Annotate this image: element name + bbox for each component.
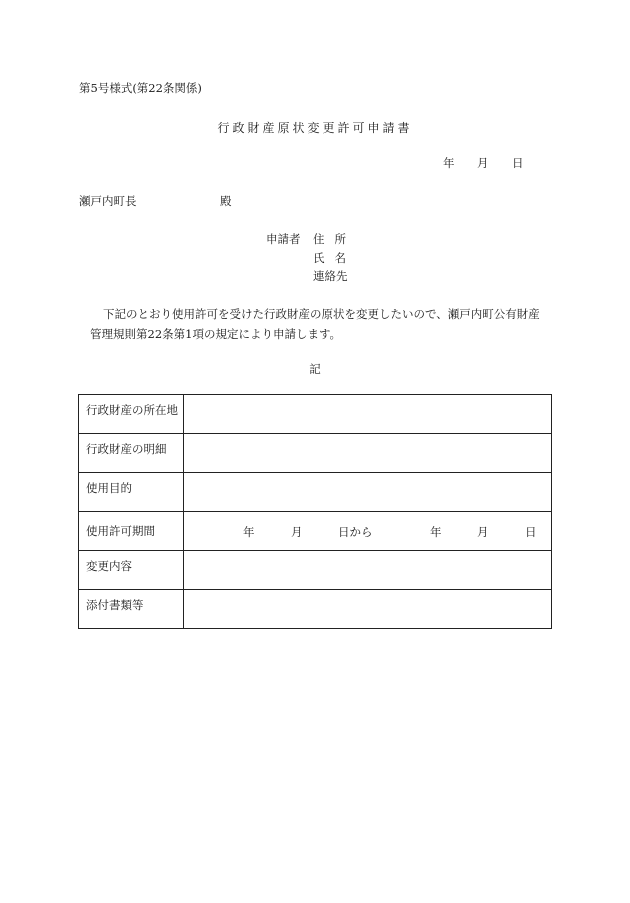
table-row bbox=[79, 395, 552, 434]
application-statement bbox=[79, 304, 559, 344]
location-label: 行政財産の所在地 bbox=[79, 395, 184, 434]
period-from-day: 日から bbox=[338, 525, 373, 539]
date-day-label: 日 bbox=[512, 156, 524, 170]
date-year-label: 年 bbox=[443, 156, 455, 170]
detail-table bbox=[78, 394, 552, 629]
purpose-label: 使用目的 bbox=[79, 473, 184, 512]
table-row bbox=[79, 434, 552, 473]
attachments-label: 添付書類等 bbox=[79, 590, 184, 629]
change-label: 変更内容 bbox=[79, 551, 184, 590]
period-to-day: 日 bbox=[525, 525, 537, 539]
addressee: 瀬戸内町長 bbox=[79, 194, 137, 208]
applicant-address-label: 住所 bbox=[313, 232, 356, 246]
statement-line-1: 下記のとおり使用許可を受けた行政財産の原状を変更したいので、瀬戸内町公有財産 bbox=[103, 307, 540, 321]
table-row bbox=[79, 473, 552, 512]
form-number: 第5号様式(第22条関係) bbox=[79, 81, 202, 95]
period-to-month: 月 bbox=[477, 525, 489, 539]
details-field[interactable] bbox=[184, 434, 552, 473]
period-from-year: 年 bbox=[243, 525, 255, 539]
period-from-month: 月 bbox=[291, 525, 303, 539]
location-field[interactable] bbox=[184, 395, 552, 434]
purpose-field[interactable] bbox=[184, 473, 552, 512]
date-month-label: 月 bbox=[477, 156, 489, 170]
details-label: 行政財産の明細 bbox=[79, 434, 184, 473]
period-to-year: 年 bbox=[430, 525, 442, 539]
change-field[interactable] bbox=[184, 551, 552, 590]
table-row bbox=[79, 551, 552, 590]
applicant-label: 申請者 bbox=[266, 232, 301, 246]
honorific: 殿 bbox=[220, 194, 232, 208]
applicant-contact-label: 連絡先 bbox=[313, 269, 348, 283]
period-label: 使用許可期間 bbox=[79, 512, 184, 551]
document-title: 行政財産原状変更許可申請書 bbox=[217, 121, 413, 135]
applicant-name-label: 氏名 bbox=[313, 251, 356, 265]
period-field[interactable] bbox=[184, 512, 552, 551]
table-row bbox=[79, 590, 552, 629]
table-row bbox=[79, 512, 552, 551]
statement-line-2: 管理規則第22条第1項の規定により申請します。 bbox=[90, 327, 342, 341]
ki-heading: 記 bbox=[309, 362, 321, 376]
attachments-field[interactable] bbox=[184, 590, 552, 629]
